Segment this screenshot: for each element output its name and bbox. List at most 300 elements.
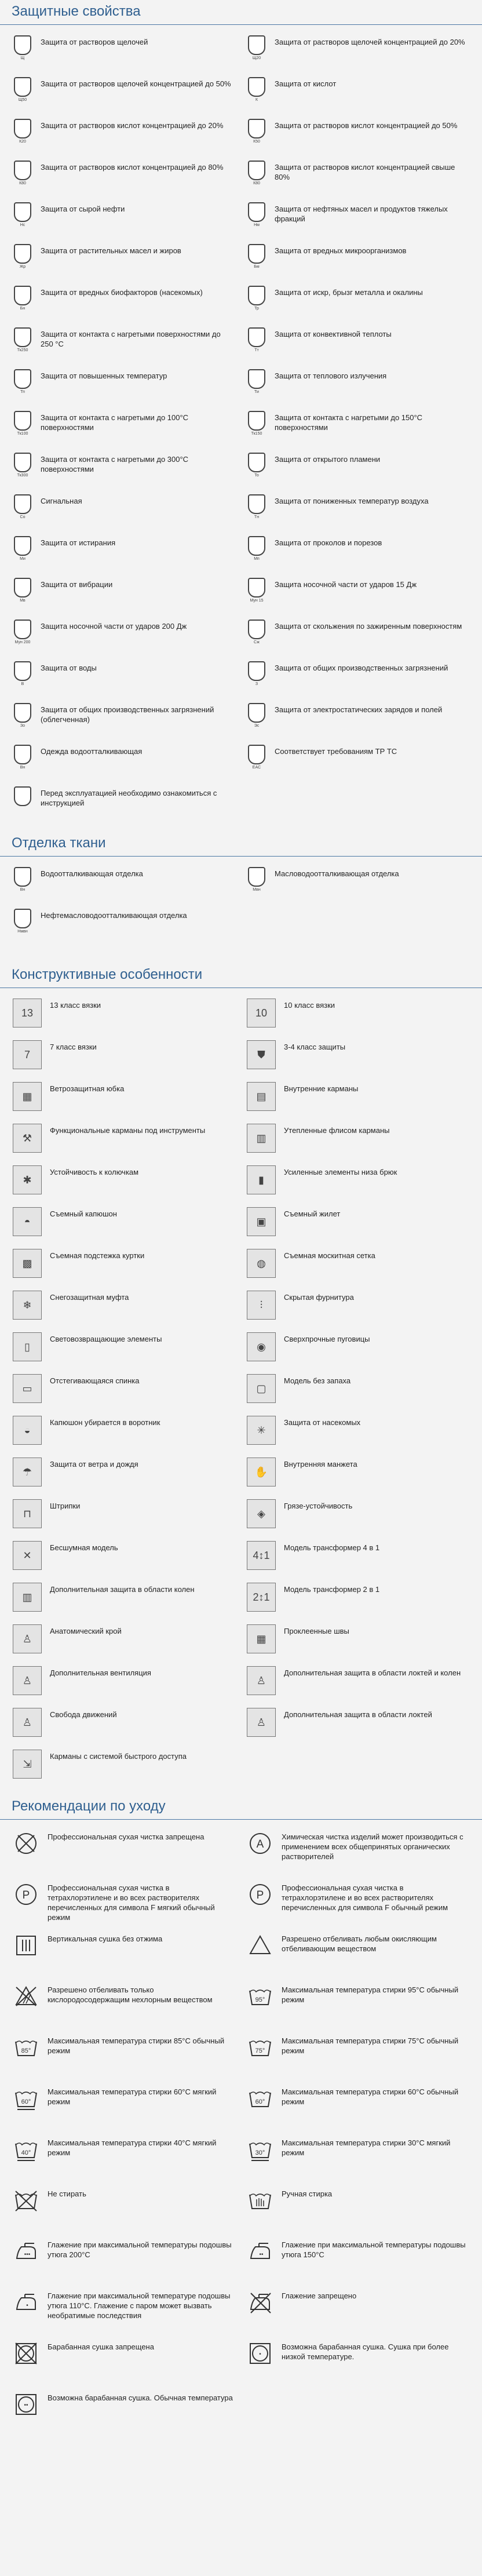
icon-code: Бн	[20, 307, 25, 311]
knit-10-icon	[247, 999, 276, 1028]
protective-item	[13, 114, 235, 156]
construction-item	[247, 1161, 469, 1203]
construction-item	[247, 1328, 469, 1369]
shield-shape	[248, 35, 265, 55]
icon-code: Тк250	[17, 348, 28, 352]
shield-pollution-icon	[247, 661, 266, 687]
protective-item-label: Защита от растворов кислот концентрацией до 20%	[41, 121, 224, 130]
svg-text:30°: 30°	[255, 2149, 265, 2156]
dry-clean-a-icon	[247, 1830, 273, 1857]
protective-item-label: Защита от вибрации	[41, 580, 113, 589]
protective-item-label: Защита от общих производственных загрязнений	[275, 664, 448, 672]
svg-text:••: ••	[24, 2402, 28, 2409]
protective-item-label: Защита от растворов щелочей концентрацией до 50%	[41, 79, 231, 88]
shield-shape	[14, 161, 31, 180]
construction-item	[247, 994, 469, 1036]
construction-item	[13, 1161, 235, 1203]
protective-item-label: Защита от скольжения по зажиренным поверхностям	[275, 622, 462, 631]
construction-item-label: Дополнительная защита в области локтей	[284, 1710, 432, 1719]
protective-item	[13, 72, 235, 114]
icon-code: Тт	[254, 348, 259, 352]
care-item-label: Глажение при максимальной температуры подошвы утюга 150°С	[282, 2240, 466, 2259]
finish-title: Отделка ткани	[0, 832, 482, 857]
construction-item-label: Дополнительная защита в области колен	[50, 1585, 195, 1594]
bleach-allowed-icon	[247, 1932, 273, 1959]
construction-item	[247, 1620, 469, 1662]
detachable-lining-icon	[13, 1249, 42, 1278]
icon-glyph: ▣	[256, 1215, 266, 1227]
shield-shape	[14, 35, 31, 55]
shield-shape	[248, 536, 265, 556]
oxygen-bleach-icon	[13, 1983, 39, 2010]
protective-item-label: Защита от растворов щелочей	[41, 38, 148, 46]
construction-item-label: 7 класс вязки	[50, 1043, 97, 1051]
icon-glyph: ▮	[258, 1174, 264, 1186]
shield-shape	[248, 494, 265, 514]
icon-code: Мун 200	[14, 640, 31, 644]
taped-seams-icon	[247, 1624, 276, 1653]
svg-text:85°: 85°	[21, 2047, 31, 2054]
protective-item-label: Защита носочной части от ударов 15 Дж	[275, 580, 417, 589]
shield-shape	[248, 411, 265, 431]
care-item	[247, 1979, 469, 2030]
wash-85-icon	[13, 2034, 39, 2061]
icon-code: К20	[19, 140, 26, 144]
freedom-movement-icon	[13, 1708, 42, 1737]
shield-sparks-icon	[247, 286, 266, 311]
shield-shape	[248, 867, 265, 887]
construction-item	[247, 1662, 469, 1703]
care-item-label: Максимальная температура стирки 60°С обычный режим	[282, 2087, 459, 2106]
svg-text:40°: 40°	[21, 2149, 31, 2156]
icon-code: Вн	[20, 766, 25, 770]
no-wrap-icon	[247, 1374, 276, 1403]
protective-item-label: Защита от повышенных температур	[41, 371, 167, 380]
inner-cuff-icon	[247, 1458, 276, 1486]
care-item	[13, 1928, 235, 1979]
protective-item-label: Защита от электростатических зарядов и полей	[275, 705, 443, 714]
icon-glyph: ✳	[257, 1424, 266, 1436]
construction-item	[13, 1036, 235, 1077]
protective-item	[247, 657, 469, 698]
care-item-label: Максимальная температура стирки 30°С мягкий режим	[282, 2138, 451, 2157]
protective-item-label: Защита от контакта с нагретыми до 150°С поверхностями	[275, 413, 423, 432]
shield-pollution-light-icon	[13, 703, 32, 728]
wash-75-icon	[247, 2034, 273, 2061]
shield-abrasion-icon	[13, 536, 32, 562]
construction-item-label: Дополнительная вентиляция	[50, 1668, 151, 1677]
icon-glyph: ♙	[256, 1674, 266, 1686]
icon-glyph: ◒	[24, 1424, 31, 1436]
shield-shape	[14, 745, 31, 764]
no-wash-icon	[13, 2187, 39, 2214]
icon-glyph: ♙	[256, 1716, 266, 1728]
protective-item-label: Защита от теплового излучения	[275, 371, 387, 380]
construction-item	[247, 1369, 469, 1411]
care-item	[13, 1826, 235, 1877]
protective-item	[13, 156, 235, 198]
construction-item-label: Анатомический крой	[50, 1627, 122, 1635]
insect-protection-icon	[247, 1416, 276, 1445]
shield-hot-surface-250-icon	[13, 327, 32, 353]
protective-item	[247, 281, 469, 323]
reflective-icon	[13, 1332, 42, 1361]
construction-item-label: 10 класс вязки	[284, 1001, 335, 1010]
construction-item-label: Модель трансформер 2 в 1	[284, 1585, 380, 1594]
protective-item	[13, 698, 235, 740]
care-item	[13, 2284, 235, 2335]
protective-item-label: Защита от контакта с нагретыми до 300°С поверхностями	[41, 455, 189, 473]
knit-7-icon	[13, 1040, 42, 1069]
care-item-label: Глажение запрещено	[282, 2291, 357, 2300]
transformer-2in1-icon	[247, 1583, 276, 1612]
icon-code: Тк150	[251, 432, 262, 436]
shield-shape	[248, 453, 265, 472]
shield-slip-icon	[247, 620, 266, 645]
construction-item	[13, 1203, 235, 1244]
icon-glyph: ✋	[254, 1466, 268, 1478]
hidden-fittings-icon	[247, 1291, 276, 1320]
protective-item	[247, 72, 469, 114]
icon-code: Бм	[254, 265, 260, 269]
construction-item-label: 3-4 класс защиты	[284, 1043, 346, 1051]
svg-text:60°: 60°	[255, 2098, 265, 2105]
protective-item-label: Защита от общих производственных загрязнений (облегченная)	[41, 705, 214, 724]
care-item	[13, 2132, 235, 2183]
shield-microorganism-icon	[247, 244, 266, 269]
shield-acid-icon	[247, 77, 266, 103]
shield-shape	[248, 661, 265, 681]
icon-glyph: ✕	[23, 1549, 32, 1561]
detachable-vest-icon	[247, 1207, 276, 1236]
drip-dry-icon	[13, 1932, 39, 1959]
protective-item	[13, 573, 235, 615]
icon-glyph: ▢	[256, 1382, 266, 1394]
construction-section	[0, 963, 482, 1787]
construction-item	[247, 1244, 469, 1286]
icon-glyph: ◍	[257, 1257, 266, 1269]
finish-section	[0, 832, 482, 946]
construction-item-label: Защита от насекомых	[284, 1418, 361, 1427]
protective-item	[13, 198, 235, 239]
icon-code: То	[254, 473, 259, 478]
icon-glyph: ✱	[23, 1174, 32, 1186]
construction-item-label: Штрипки	[50, 1502, 81, 1510]
transformer-4in1-icon	[247, 1541, 276, 1570]
icon-code: Тр	[254, 307, 259, 311]
construction-item	[13, 1411, 235, 1453]
shield-shape	[248, 620, 265, 639]
icon-code: EAC	[252, 766, 261, 770]
shield-shape	[14, 286, 31, 305]
protective-item	[13, 239, 235, 281]
shield-crude-oil-icon	[13, 202, 32, 228]
care-item-label: Ручная стирка	[282, 2189, 333, 2198]
protective-item-label: Защита от контакта с нагретыми поверхностями до 250 °С	[41, 330, 221, 348]
shield-acid-80-icon	[13, 161, 32, 186]
instruction-book-icon	[13, 786, 32, 812]
icon-code: Зо	[20, 724, 25, 728]
construction-item-label: Капюшон убирается в воротник	[50, 1418, 160, 1427]
shield-convective-heat-icon	[247, 327, 266, 353]
svg-text:••: ••	[259, 2251, 264, 2258]
care-item	[247, 2284, 469, 2335]
care-item	[247, 1877, 469, 1928]
shield-flame-icon	[247, 453, 266, 478]
shield-shape	[14, 494, 31, 514]
care-item-label: Вертикальная сушка без отжима	[48, 1934, 163, 1943]
shield-insects-icon	[13, 286, 32, 311]
protective-item-label: Сигнальная	[41, 497, 82, 505]
shield-shape	[14, 909, 31, 928]
detachable-hood-icon	[13, 1207, 42, 1236]
construction-item-label: Съемный жилет	[284, 1209, 341, 1218]
protective-item-label: Защита от искр, брызг металла и окалины	[275, 288, 423, 297]
care-item	[247, 2030, 469, 2081]
water-repellent-finish-icon	[13, 867, 32, 892]
construction-item-label: Карманы с системой быстрого доступа	[50, 1752, 187, 1761]
care-item-label: Не стирать	[48, 2189, 86, 2198]
icon-glyph: ❄	[23, 1299, 32, 1311]
protective-item	[247, 198, 469, 239]
finish-item-label: Водоотталкивающая отделка	[41, 869, 143, 878]
icon-glyph: 13	[21, 1007, 34, 1019]
shield-signal-icon	[13, 494, 32, 520]
reinforced-hem-icon	[247, 1165, 276, 1194]
elbow-knee-protection-icon	[247, 1666, 276, 1695]
shield-shape	[248, 119, 265, 139]
shield-shape	[248, 244, 265, 264]
inner-pockets-icon	[247, 1082, 276, 1111]
icon-glyph: ♙	[22, 1716, 32, 1728]
svg-text:•••: •••	[24, 2251, 31, 2258]
icon-glyph: ♙	[22, 1633, 32, 1645]
shield-shape	[248, 703, 265, 723]
svg-text:95°: 95°	[255, 1996, 265, 2003]
icon-glyph: ⊓	[23, 1507, 32, 1520]
strong-buttons-icon	[247, 1332, 276, 1361]
icon-glyph: ◓	[24, 1215, 31, 1227]
care-item-label: Максимальная температура стирки 75°С обычный режим	[282, 2036, 459, 2055]
protective-item	[247, 31, 469, 72]
construction-item	[247, 1536, 469, 1578]
care-title: Рекомендации по уходу	[0, 1795, 482, 1820]
oil-water-repellent-finish-icon	[247, 867, 266, 892]
icon-code: З	[255, 682, 258, 686]
shield-shape	[248, 286, 265, 305]
shield-shape	[248, 327, 265, 347]
icon-glyph: ♙	[22, 1674, 32, 1686]
construction-item	[13, 1119, 235, 1161]
eac-icon	[247, 745, 266, 770]
shield-low-temp-icon	[247, 494, 266, 520]
icon-code: Вн	[20, 888, 25, 892]
dirt-resistance-icon	[247, 1499, 276, 1528]
protective-item-label: Защита от сырой нефти	[41, 205, 125, 213]
construction-item	[13, 1328, 235, 1369]
iron-150-icon	[247, 2238, 273, 2265]
fleece-pockets-icon	[247, 1124, 276, 1153]
wind-skirt-icon	[13, 1082, 42, 1111]
care-item-label: Глажение при максимальной температуры подошвы утюга 200°С	[48, 2240, 232, 2259]
protective-item	[247, 239, 469, 281]
icon-glyph: ⇲	[23, 1758, 32, 1770]
icon-code: Тн	[254, 515, 260, 519]
tumble-normal-icon	[13, 2391, 39, 2418]
ventilation-icon	[13, 1666, 42, 1695]
construction-item-label: Модель без запаха	[284, 1376, 351, 1385]
iron-110-icon	[13, 2289, 39, 2316]
shield-heat-radiation-icon	[247, 369, 266, 395]
shield-shape	[14, 536, 31, 556]
protective-item	[247, 323, 469, 365]
shield-shape	[248, 745, 265, 764]
protective-item	[247, 615, 469, 657]
care-item	[13, 2183, 235, 2233]
shield-shape	[14, 369, 31, 389]
icon-code: Щ50	[18, 98, 27, 102]
shield-shape	[14, 202, 31, 222]
icon-glyph: ⫶	[260, 1299, 263, 1311]
shield-puncture-icon	[247, 536, 266, 562]
shield-toe-200-icon	[13, 620, 32, 645]
construction-item	[247, 1578, 469, 1620]
protective-item	[13, 406, 235, 448]
construction-item-label: Усиленные элементы низа брюк	[284, 1168, 397, 1176]
svg-text:•: •	[259, 2351, 261, 2358]
shield-hot-surface-150-icon	[247, 411, 266, 436]
icon-code: Эс	[254, 724, 260, 728]
protective-item-label: Защита от вредных биофакторов (насекомых)	[41, 288, 203, 297]
protective-item-label: Защита от проколов и порезов	[275, 538, 382, 547]
care-item-label: Разрешено отбеливать любым окисляющим отбеливающим веществом	[282, 1934, 437, 1953]
quick-access-pockets-icon	[13, 1750, 42, 1779]
care-item	[247, 2081, 469, 2132]
protective-item-label: Защита от растворов щелочей концентрацией до 20%	[275, 38, 465, 46]
care-section	[0, 1795, 482, 2437]
construction-item	[13, 1453, 235, 1495]
care-item	[13, 2233, 235, 2284]
mosquito-net-icon	[247, 1249, 276, 1278]
shield-shape	[14, 77, 31, 97]
protective-item-label: Защита от растворов кислот концентрацией до 80%	[41, 163, 224, 172]
protective-item-label: Защита от растворов кислот концентрацией свыше 80%	[275, 163, 455, 181]
shield-water-icon	[13, 661, 32, 687]
finish-grid	[0, 862, 482, 946]
protective-item-label: Соответствует требованиям ТР ТС	[275, 747, 397, 756]
care-item-label: Разрешено отбеливать только кислородосодержащим нехлорным веществом	[48, 1985, 213, 2004]
shield-vibration-icon	[13, 578, 32, 603]
icon-glyph: ▦	[22, 1090, 32, 1102]
shield-shape	[14, 867, 31, 887]
icon-glyph: 2↕1	[253, 1591, 270, 1603]
icon-code: Мун 15	[250, 599, 264, 603]
construction-item	[13, 1286, 235, 1328]
finish-item	[247, 862, 469, 904]
shield-acid-20-icon	[13, 119, 32, 144]
icon-code: Сж	[254, 640, 260, 644]
shield-shape	[248, 77, 265, 97]
protective-item	[247, 740, 469, 782]
construction-item-label: Внутренняя манжета	[284, 1460, 357, 1469]
protective-item	[13, 323, 235, 365]
construction-item-label: Отстегивающаяся спинка	[50, 1376, 140, 1385]
care-item	[13, 2335, 235, 2386]
construction-item	[247, 1203, 469, 1244]
dry-clean-p-icon	[247, 1881, 273, 1908]
shield-alkali-50-icon	[13, 77, 32, 103]
shield-acid-80plus-icon	[247, 161, 266, 186]
construction-item-label: Грязе-устойчивость	[284, 1502, 353, 1510]
construction-item-label: Снегозащитная муфта	[50, 1293, 129, 1302]
construction-item	[247, 1077, 469, 1119]
construction-item-label: Проклеенные швы	[284, 1627, 349, 1635]
construction-item	[13, 994, 235, 1036]
wash-60-gentle-icon	[13, 2085, 39, 2112]
icon-glyph: ◈	[257, 1507, 265, 1520]
shield-shape	[248, 202, 265, 222]
care-item	[13, 2030, 235, 2081]
shield-alkali-icon	[13, 35, 32, 61]
protective-item-label: Защита от растительных масел и жиров	[41, 246, 181, 255]
construction-item-label: Бесшумная модель	[50, 1543, 118, 1552]
icon-code: К80	[19, 181, 26, 185]
icon-glyph: ▭	[22, 1382, 32, 1394]
protective-item	[13, 740, 235, 782]
icon-code: Щ	[20, 56, 25, 60]
protective-item	[13, 281, 235, 323]
icon-code: Нмвн	[17, 930, 28, 934]
construction-item	[247, 1286, 469, 1328]
protective-item-label: Защита носочной части от ударов 200 Дж	[41, 622, 187, 631]
icon-glyph: 7	[24, 1048, 30, 1061]
shield-acid-50-icon	[247, 119, 266, 144]
protective-item	[247, 531, 469, 573]
knit-13-icon	[13, 999, 42, 1028]
care-item-label: Максимальная температура стирки 95°С обычный режим	[282, 1985, 459, 2004]
icon-code: Ти	[254, 390, 259, 394]
construction-item	[13, 1620, 235, 1662]
no-dry-clean-icon	[13, 1830, 39, 1857]
protective-item	[13, 365, 235, 406]
hand-wash-icon	[247, 2187, 273, 2214]
protective-section	[0, 0, 482, 824]
construction-item	[13, 1369, 235, 1411]
care-item-label: Профессиональная сухая чистка в тетрахлорэтилене и во всех растворителях перечисленных для символа F мягкий обычный режим	[48, 1883, 215, 1922]
care-item-label: Профессиональная сухая чистка запрещена	[48, 1832, 205, 1841]
icon-code: К50	[253, 140, 260, 144]
construction-item-label: Съемный капюшон	[50, 1209, 117, 1218]
icon-code: К80	[253, 181, 260, 185]
protective-item	[247, 365, 469, 406]
construction-item-label: Защита от ветра и дождя	[50, 1460, 138, 1469]
construction-item-label: Внутренние карманы	[284, 1084, 359, 1093]
construction-item	[13, 1662, 235, 1703]
shield-shape	[14, 244, 31, 264]
icon-code: Тп	[20, 390, 25, 394]
no-tumble-dry-icon	[13, 2340, 39, 2367]
construction-item-label: Сверхпрочные пуговицы	[284, 1335, 370, 1343]
protective-title: Защитные свойства	[0, 0, 482, 25]
detachable-back-icon	[13, 1374, 42, 1403]
care-item	[247, 2233, 469, 2284]
construction-item-label: 13 класс вязки	[50, 1001, 101, 1010]
shield-shape	[14, 119, 31, 139]
svg-text:P: P	[256, 1889, 264, 1901]
icon-glyph: 4↕1	[253, 1549, 270, 1561]
protective-item	[247, 406, 469, 448]
construction-item	[247, 1495, 469, 1536]
